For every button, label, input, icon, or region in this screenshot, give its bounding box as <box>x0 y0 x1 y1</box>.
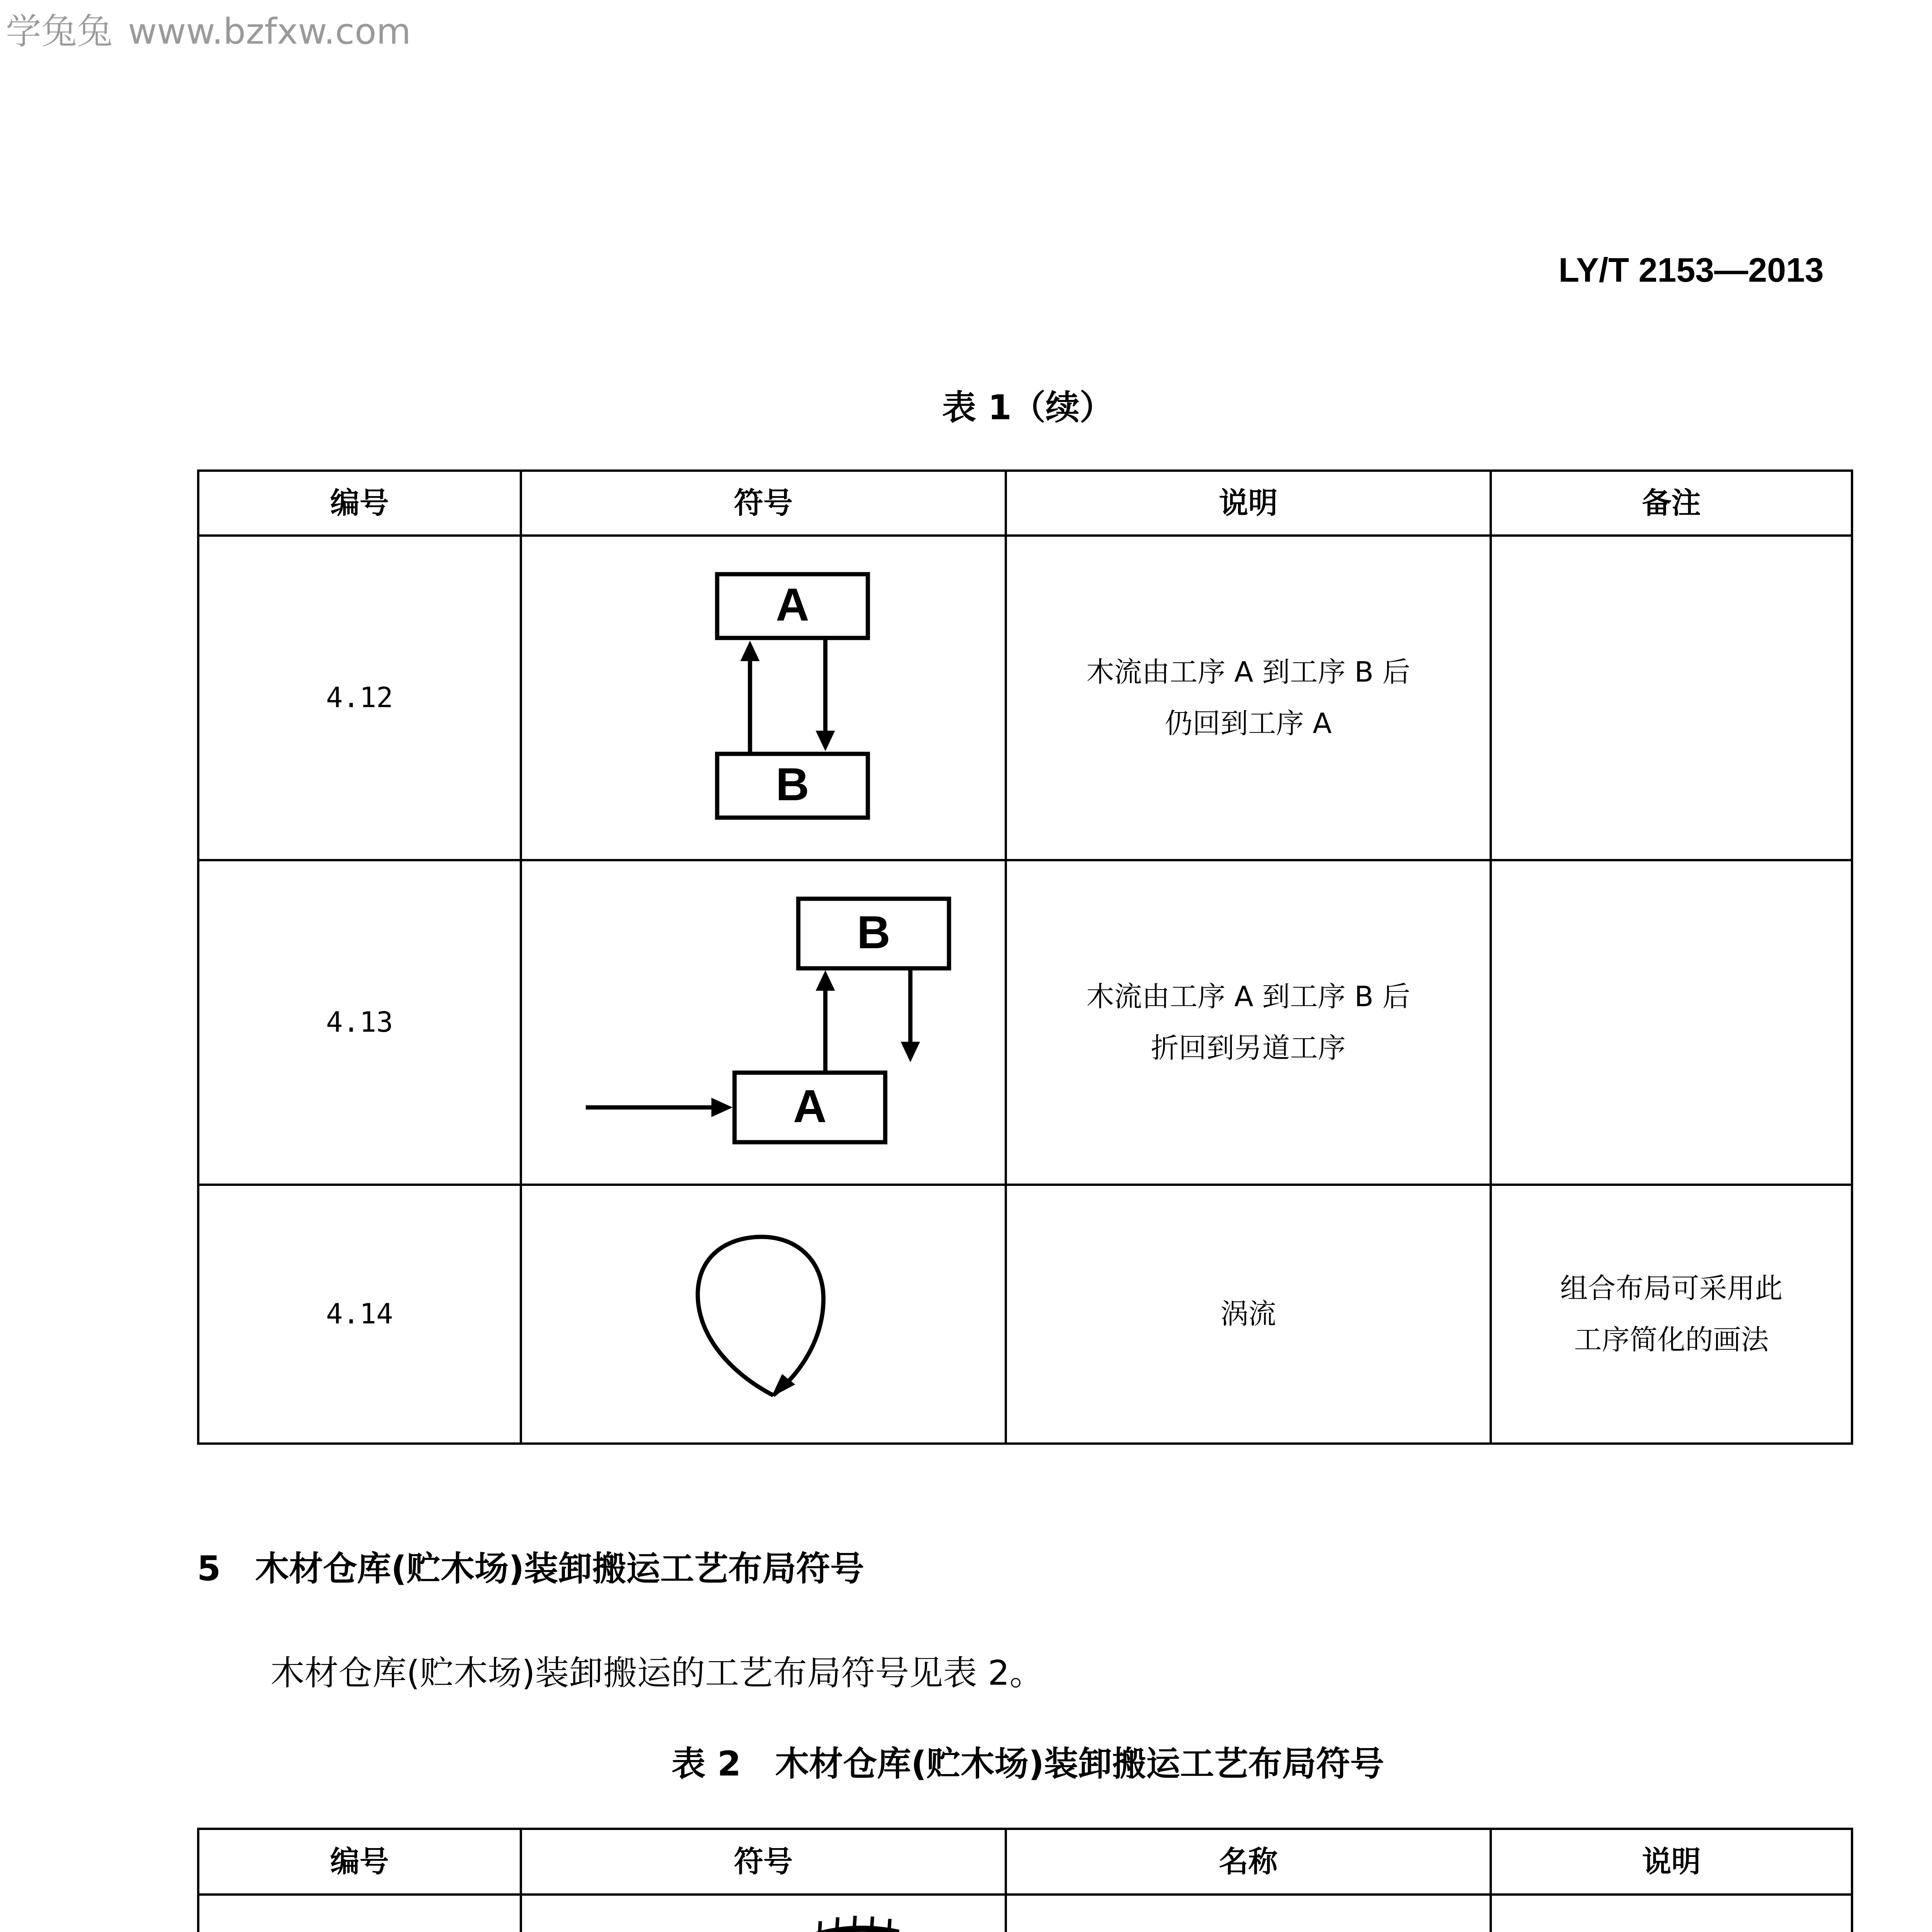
arrow-in-head <box>711 1098 733 1117</box>
row-note <box>1491 860 1852 1185</box>
table1-header-symbol: 符号 <box>521 471 1006 536</box>
process-a-label: A <box>776 579 809 631</box>
desc-line: 涡流 <box>1220 1298 1276 1330</box>
arrow-down-head <box>901 1042 920 1062</box>
table1-header-code: 编号 <box>198 471 521 536</box>
desc-line: 仍回到工序 A <box>1165 707 1332 740</box>
desc-line: 木流由工序 A 到工序 B 后 <box>1086 655 1410 688</box>
row-symbol <box>521 536 1006 860</box>
table-row <box>198 860 1852 1185</box>
flow-branch-diagram <box>570 883 957 1162</box>
note-line: 工序简化的画法 <box>1574 1323 1769 1356</box>
row-desc <box>1006 536 1491 860</box>
row-symbol <box>521 860 1006 1185</box>
row-symbol <box>521 1185 1006 1444</box>
note-line: 组合布局可采用此 <box>1560 1272 1783 1304</box>
table1-header-desc: 说明 <box>1006 471 1491 536</box>
row-code: 4.12 <box>198 536 521 860</box>
section-5-heading <box>197 1542 864 1590</box>
table2-header-name: 名称 <box>1006 1829 1491 1895</box>
row-code: 4.13 <box>198 860 521 1185</box>
arrow-down-head <box>816 731 835 751</box>
watermark-url: www.bzfxw.com <box>128 11 411 52</box>
process-b-label: B <box>857 906 890 958</box>
row-desc <box>1006 860 1491 1185</box>
table2-header-row <box>198 1829 1852 1895</box>
desc-line: 木流由工序 A 到工序 B 后 <box>1086 980 1410 1013</box>
table2-header-symbol: 符号 <box>521 1829 1006 1895</box>
table2 <box>197 1828 1853 1932</box>
river-bank-symbol <box>617 1910 910 1932</box>
row-code <box>198 1895 521 1932</box>
table1-caption: 表 1（续） <box>942 388 1114 427</box>
process-a-label: A <box>793 1080 827 1132</box>
vortex-loop-path <box>697 1237 823 1395</box>
process-b-label: B <box>776 759 809 810</box>
table-row <box>198 1895 1852 1932</box>
table-row <box>198 536 1852 860</box>
row-desc <box>1006 1185 1491 1444</box>
section-title: 木材仓库(贮木场)装卸搬运工艺布局符号 <box>255 1549 864 1588</box>
table2-header-note: 说明 <box>1491 1829 1852 1895</box>
table-row <box>198 1185 1852 1444</box>
table1-header-row <box>198 471 1852 536</box>
row-note <box>1491 1185 1852 1444</box>
desc-line: 折回到另道工序 <box>1151 1032 1346 1064</box>
row-symbol <box>521 1895 1006 1932</box>
row-note <box>1491 1895 1852 1932</box>
vortex-loop-symbol <box>686 1225 841 1403</box>
row-note <box>1491 536 1852 860</box>
watermark-site-name: 学兔兔 <box>6 11 113 52</box>
table1 <box>197 469 1853 1445</box>
row-code: 4.14 <box>198 1185 521 1444</box>
standard-code: LY/T 2153—2013 <box>1558 251 1824 289</box>
flow-return-diagram <box>609 559 918 837</box>
table2-caption: 表 2 木材仓库(贮木场)装卸搬运工艺布局符号 <box>671 1744 1384 1784</box>
river-bank-line <box>628 1929 899 1932</box>
section-number: 5 <box>197 1549 221 1588</box>
table2-header-code: 编号 <box>198 1829 521 1895</box>
table1-header-note: 备注 <box>1491 471 1852 536</box>
watermark <box>6 3 427 54</box>
arrow-up-head <box>740 641 760 661</box>
row-name <box>1006 1895 1491 1932</box>
arrow-up-head <box>816 970 835 991</box>
section-5-paragraph: 木材仓库(贮木场)装卸搬运的工艺布局符号见表 2。 <box>270 1653 1044 1693</box>
